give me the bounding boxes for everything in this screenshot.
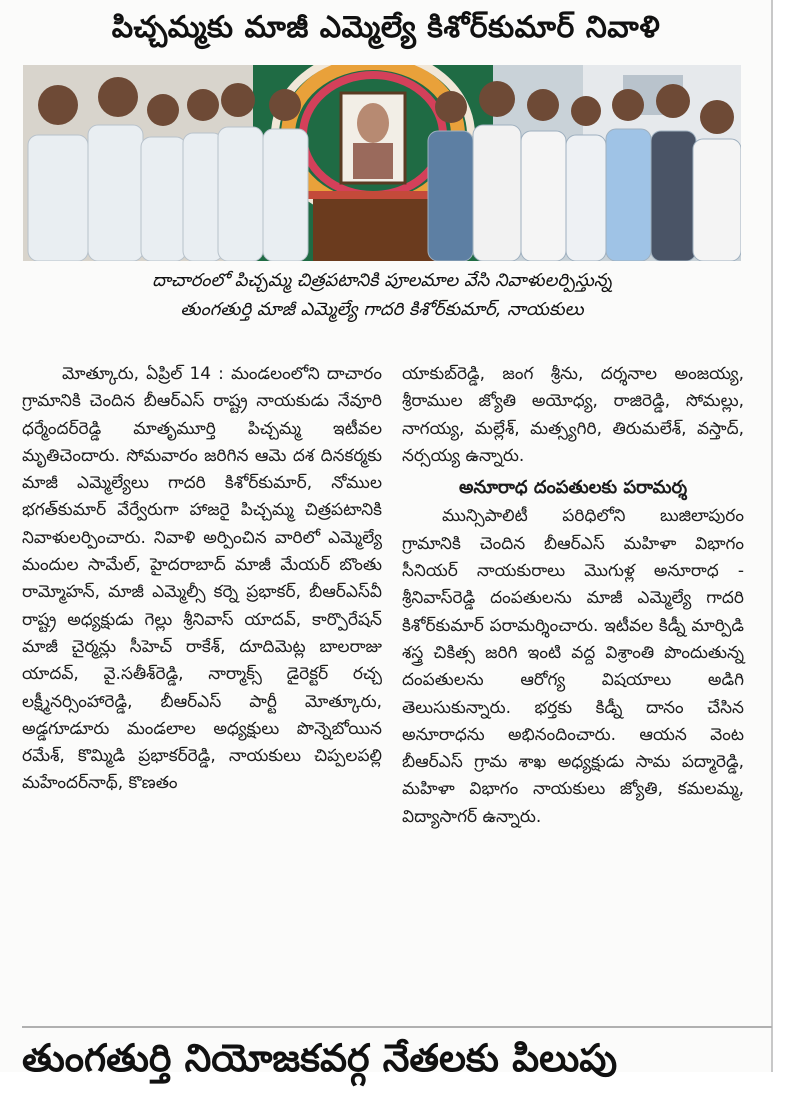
article-headline: పిచ్చమ్మకు మాజీ ఎమ్మెల్యే కిశోర్‌కుమార్ నివాళి: [111, 10, 661, 45]
column-divider-rule: [771, 0, 773, 1072]
body-paragraph-2: యాకుబ్‌రెడ్డి, జంగ శ్రీను, దర్శనాల అంజయ్య, శ్రీరాముల జ్యోతి అయోధ్య, రాజిరెడ్డి, సోమల్లు, నాగయ్య, మల్లేశ్, మత్స్యగిరి, తిరుమలేశ్, వస్తాద్, నర్సయ్య ఉన్నారు.: [402, 364, 744, 466]
sub-headline: అనూరాధ దంపతులకు పరామర్శ: [458, 477, 688, 499]
section-divider: [22, 1026, 772, 1028]
next-article-headline-partial: తుంగతుర్తి నియోజకవర్గ నేతలకు పిలుపు: [22, 1036, 618, 1080]
caption-line-2: తుంగతుర్తి మాజీ ఎమ్మెల్యే గాదరి కిశోర్‌కుమార్, నాయకులు: [180, 299, 584, 320]
article-photo: [23, 65, 741, 261]
article-column-right: [402, 361, 744, 831]
article-column-left: [22, 361, 382, 798]
body-paragraph-3: మున్సిపాలిటీ పరిధిలోని బుజిలాపురం గ్రామానికి చెందిన బీఆర్‌ఎస్ మహిళా విభాగం సీనియర్ నాయకురాలు మొగుళ్ల అనూరాధ - శ్రీనివాస్‌రెడ్డి దంపతులను మాజీ ఎమ్మెల్యే గాదరి కిశోర్‌కుమార్ పరామర్శించారు. ఇటీవల కిడ్నీ మార్పిడి శస్త్ర చికిత్స జరిగి ఇంటి వద్ద విశ్రాంతి పొందుతున్న దంపతులను ఆరోగ్య విషయాలు అడిగి తెలుసుకున్నారు. భర్తకు కిడ్నీ దానం చేసిన అనూరాధను అభినందించారు. ఆయన వెంట బీఆర్‌ఎస్ గ్రామ శాఖ అధ్యక్షుడు సామ పద్మారెడ్డి, మహిళా విభాగం నాయకులు జ్యోతి, కమలమ్మ, విద్యాసాగర్ ఉన్నారు.: [402, 506, 744, 827]
caption-line-1: దాచారంలో పిచ్చమ్మ చిత్రపటానికి పూలమాల వేసి నివాళులర్పిస్తున్న: [152, 270, 612, 291]
body-paragraph-1: మోత్కూరు, ఏప్రిల్ 14 : మండలంలోని దాచారం గ్రామానికి చెందిన బీఆర్ఎస్ రాష్ట్ర నాయకుడు నేవూరి ధర్మేందర్‌రెడ్డి మాతృమూర్తి పిచ్చమ్మ ఇటీవల మృతిచెందారు. సోమవారం జరిగిన ఆమె దశ దినకర్మకు మాజీ ఎమ్మెల్యేలు గాదరి కిశోర్‌కుమార్, నోముల భగత్‌కుమార్ వేర్వేరుగా హాజరై పిచ్చమ్మ చిత్రపటానికి నివాళులర్పించారు. నివాళి అర్పించిన వారిలో ఎమ్మెల్యే మందుల సామేల్, హైదరాబాద్ మాజీ మేయర్ బొంతు రామ్మోహన్, మాజీ ఎమ్మెల్సీ కర్నె ప్రభాకర్, బీఆర్‌ఎస్‌వీ రాష్ట్ర అధ్యక్షుడు గెల్లు శ్రీనివాస్ యాదవ్, కార్పొరేషన్ మాజీ చైర్మన్లు సీహెచ్ రాకేశ్, దూదిమెట్ల బాలరాజు యాదవ్, వై.సతీశ్‌రెడ్డి, నార్మాక్స్ డైరెక్టర్ రచ్చ లక్ష్మీనర్సింహారెడ్డి, బీఆర్‌ఎస్ పార్టీ మోత్కూరు, అడ్డగూడూరు మండలాల అధ్యక్షులు పొన్నెబోయిన రమేశ్, కొమ్మిడి ప్రభాకర్‌రెడ్డి, నాయకులు చిప్పలపల్లి మహేందర్‌నాథ్, కొణతం: [22, 364, 382, 794]
photo-caption: [23, 266, 741, 324]
